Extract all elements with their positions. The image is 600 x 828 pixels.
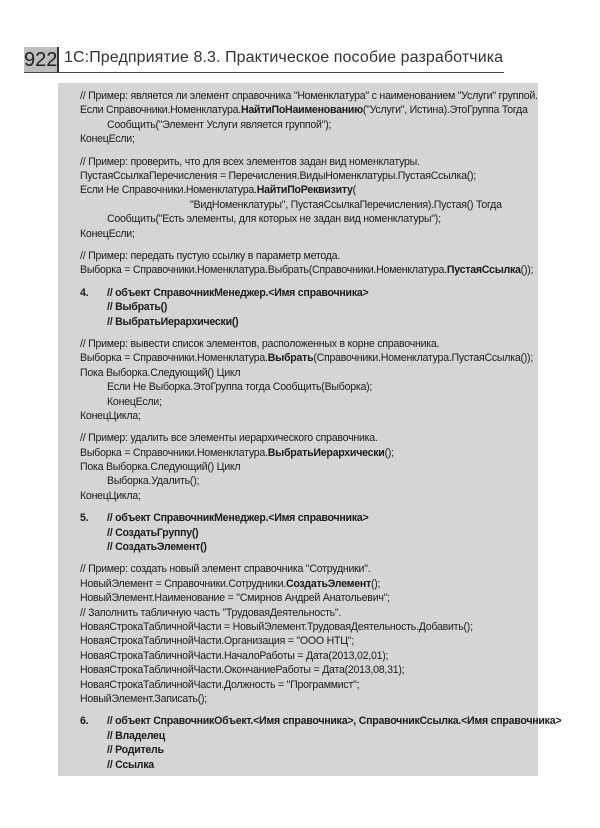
code-text	[80, 490, 141, 502]
code-line	[80, 729, 550, 743]
code-text	[80, 170, 476, 182]
code-text	[80, 133, 135, 145]
code-fragment: КонецЕсли;	[80, 227, 135, 240]
code-fragment: Выборка = Справочники.Номенклатура.Выбрать(Справочники.Номенклатура.	[80, 264, 447, 277]
code-line	[80, 634, 550, 648]
code-text	[80, 693, 207, 705]
code-text	[80, 352, 533, 364]
code-fragment: Если Не Справочники.Номенклатура.	[80, 184, 257, 197]
code-text	[80, 264, 533, 276]
code-fragment: КонецЦикла;	[80, 409, 141, 422]
blank-line	[80, 503, 550, 511]
code-line	[80, 183, 550, 197]
code-text	[80, 461, 240, 473]
code-fragment: НоваяСтрокаТабличнойЧасти.Организация = "ООО НТЦ";	[80, 635, 354, 648]
code-text	[107, 396, 162, 408]
code-keyword-bold: // объект СправочникМенеджер.<Имя справочника>	[107, 286, 369, 299]
code-keyword-bold: Выбрать	[267, 352, 314, 365]
blank-line	[80, 707, 550, 715]
code-keyword-bold: // Выбрать()	[107, 301, 168, 314]
code-fragment: Сообщить("Элемент Услуги является группой");	[107, 118, 332, 131]
code-text	[107, 287, 368, 299]
code-fragment: Сообщить("Есть элементы, для которых не задан вид номенклатуры");	[107, 213, 441, 226]
code-fragment: НоваяСтрокаТабличнойЧасти.Должность = "Программист";	[80, 678, 360, 691]
code-text	[80, 563, 370, 575]
code-fragment: // Пример: проверить, что для всех элементов задан вид номенклатуры.	[80, 155, 420, 168]
code-fragment: Выборка = Справочники.Номенклатура.	[80, 352, 268, 365]
code-text	[107, 541, 207, 553]
code-fragment: "ВидНоменклатуры", ПустаяСсылкаПеречисления).Пустая() Тогда	[190, 198, 502, 211]
code-line	[80, 366, 550, 380]
code-fragment: // Пример: вывести список элементов, расположенных в корне справочника.	[80, 337, 440, 350]
code-text	[107, 119, 331, 131]
code-fragment: // Пример: создать новый элемент справочника "Сотрудники".	[80, 563, 371, 576]
code-fragment: Пока Выборка.Следующий() Цикл	[80, 366, 241, 379]
code-line	[80, 489, 550, 503]
code-keyword-bold: ВыбратьИерархически	[267, 446, 385, 459]
code-text	[107, 213, 441, 225]
code-line	[80, 606, 550, 620]
code-text	[80, 664, 404, 676]
code-text	[107, 475, 199, 487]
list-number: 6.	[80, 715, 89, 728]
code-line	[80, 460, 550, 474]
code-text	[80, 432, 378, 444]
code-line	[80, 758, 550, 772]
code-line	[80, 169, 550, 183]
page-number: 922	[24, 49, 58, 71]
code-line	[80, 474, 550, 488]
code-listing	[80, 89, 562, 772]
code-fragment: // Заполнить табличную часть "ТрудоваяДеятельность".	[80, 606, 342, 619]
code-text	[107, 381, 372, 393]
code-line	[80, 263, 550, 277]
code-fragment: Выборка = Справочники.Номенклатура.	[80, 446, 268, 459]
code-line	[80, 591, 550, 605]
code-keyword-bold: ПустаяСсылка	[446, 264, 521, 277]
code-text	[80, 410, 141, 422]
code-fragment: КонецЦикла;	[80, 489, 141, 502]
code-text	[80, 607, 341, 619]
code-keyword-bold: // Родитель	[107, 744, 164, 757]
code-text	[80, 679, 359, 691]
code-line	[80, 678, 550, 692]
code-fragment: КонецЕсли;	[107, 395, 162, 408]
code-fragment: НовыйЭлемент = Справочники.Сотрудники.	[80, 577, 286, 590]
code-fragment: ПустаяСсылкаПеречисления = Перечисления.ВидыНоменклатуры.ПустаяСсылка();	[80, 169, 476, 182]
code-fragment: НовыйЭлемент.Наименование = "Смирнов Андрей Анатольевич";	[80, 592, 390, 605]
code-text	[107, 730, 165, 742]
code-fragment: НоваяСтрокаТабличнойЧасти.НачалоРаботы = Дата(2013,02,01);	[80, 649, 389, 662]
code-text	[80, 367, 240, 379]
list-number: 4.	[80, 286, 89, 299]
code-keyword-bold: // СоздатьЭлемент()	[107, 541, 207, 554]
code-line	[80, 337, 550, 351]
code-line	[80, 714, 562, 728]
code-fragment: // Пример: удалить все элементы иерархического справочника.	[80, 432, 378, 445]
code-line	[80, 540, 550, 554]
code-text	[80, 156, 420, 168]
list-number: 5.	[80, 512, 89, 525]
code-line	[80, 446, 550, 460]
running-header-title: 1С:Предприятие 8.3. Практическое пособие разработчика	[64, 49, 504, 66]
code-line	[80, 227, 550, 241]
code-line	[80, 526, 550, 540]
header-rule	[24, 72, 504, 73]
code-text	[107, 527, 198, 539]
code-line	[80, 409, 550, 423]
code-fragment: Выборка.Удалить();	[107, 475, 200, 488]
code-text	[80, 228, 135, 240]
code-text	[107, 512, 368, 524]
code-line	[80, 315, 550, 329]
code-line	[80, 649, 550, 663]
code-fragment: ());	[520, 264, 534, 277]
code-line	[80, 198, 550, 212]
blank-line	[80, 278, 550, 286]
code-line	[80, 577, 550, 591]
blank-line	[80, 147, 550, 155]
code-keyword-bold: // Ссылка	[107, 758, 154, 771]
code-fragment: // Пример: является ли элемент справочника "Номенклатура" с наименованием "Услуги" группой.	[80, 90, 538, 102]
code-text	[80, 250, 340, 262]
code-line	[80, 155, 550, 169]
code-text	[107, 759, 154, 771]
code-fragment: (	[352, 184, 356, 197]
code-text	[80, 650, 388, 662]
code-fragment: (Справочники.Номенклатура.ПустаяСсылка());	[313, 352, 534, 365]
code-line	[80, 431, 550, 445]
code-line	[80, 620, 550, 634]
code-line	[80, 511, 550, 525]
code-line	[80, 562, 550, 576]
code-text	[107, 301, 167, 313]
blank-line	[80, 423, 550, 431]
code-fragment: КонецЕсли;	[80, 133, 135, 146]
code-line	[80, 663, 550, 677]
code-line	[80, 300, 550, 314]
code-text	[80, 621, 473, 633]
code-text	[107, 715, 561, 727]
code-line	[80, 743, 550, 757]
code-fragment: НовыйЭлемент.Записать();	[80, 693, 207, 706]
code-keyword-bold: // СоздатьГруппу()	[107, 526, 199, 539]
code-line	[80, 286, 550, 300]
code-line	[80, 103, 550, 117]
code-fragment: НоваяСтрокаТабличнойЧасти = НовыйЭлемент.ТрудоваяДеятельность.Добавить();	[80, 621, 473, 634]
code-line	[80, 89, 550, 103]
code-line	[80, 132, 550, 146]
code-fragment: Пока Выборка.Следующий() Цикл	[80, 461, 241, 474]
code-text	[80, 104, 528, 116]
code-line	[80, 212, 550, 226]
code-line	[80, 249, 550, 263]
code-text	[107, 744, 164, 756]
code-keyword-bold: // ВыбратьИерархически()	[107, 315, 239, 328]
code-fragment: НоваяСтрокаТабличнойЧасти.ОкончаниеРаботы = Дата(2013,08,31);	[80, 664, 405, 677]
code-text	[80, 578, 380, 590]
code-fragment: ();	[384, 446, 394, 459]
code-text	[80, 90, 538, 102]
code-line	[80, 351, 550, 365]
code-line	[80, 118, 550, 132]
code-fragment: ("Услуги", Истина).ЭтоГруппа Тогда	[362, 104, 528, 117]
code-text	[80, 184, 356, 196]
code-keyword-bold: // объект СправочникОбъект.<Имя справочника>, СправочникСсылка.<Имя справочника>	[107, 715, 562, 728]
code-fragment: Если Не Выборка.ЭтоГруппа тогда Сообщить(Выборка);	[107, 381, 373, 394]
code-text	[107, 316, 238, 328]
code-keyword-bold: // объект СправочникМенеджер.<Имя справочника>	[107, 512, 369, 525]
code-text	[190, 199, 502, 211]
code-line	[80, 395, 550, 409]
code-keyword-bold: НайтиПоРеквизиту	[256, 184, 353, 197]
code-keyword-bold: НайтиПоНаименованию	[240, 104, 363, 117]
code-line	[80, 380, 550, 394]
code-text	[80, 447, 394, 459]
code-line	[80, 692, 550, 706]
code-fragment: ();	[370, 577, 381, 590]
code-keyword-bold: // Владелец	[107, 729, 165, 742]
blank-line	[80, 554, 550, 562]
code-fragment: // Пример: передать пустую ссылку в параметр метода.	[80, 249, 341, 262]
blank-line	[80, 241, 550, 249]
code-fragment: Если Справочники.Номенклатура.	[80, 104, 241, 117]
blank-line	[80, 329, 550, 337]
code-text	[80, 592, 390, 604]
code-keyword-bold: СоздатьЭлемент	[285, 577, 371, 590]
code-text	[80, 338, 439, 350]
code-text	[80, 635, 354, 647]
